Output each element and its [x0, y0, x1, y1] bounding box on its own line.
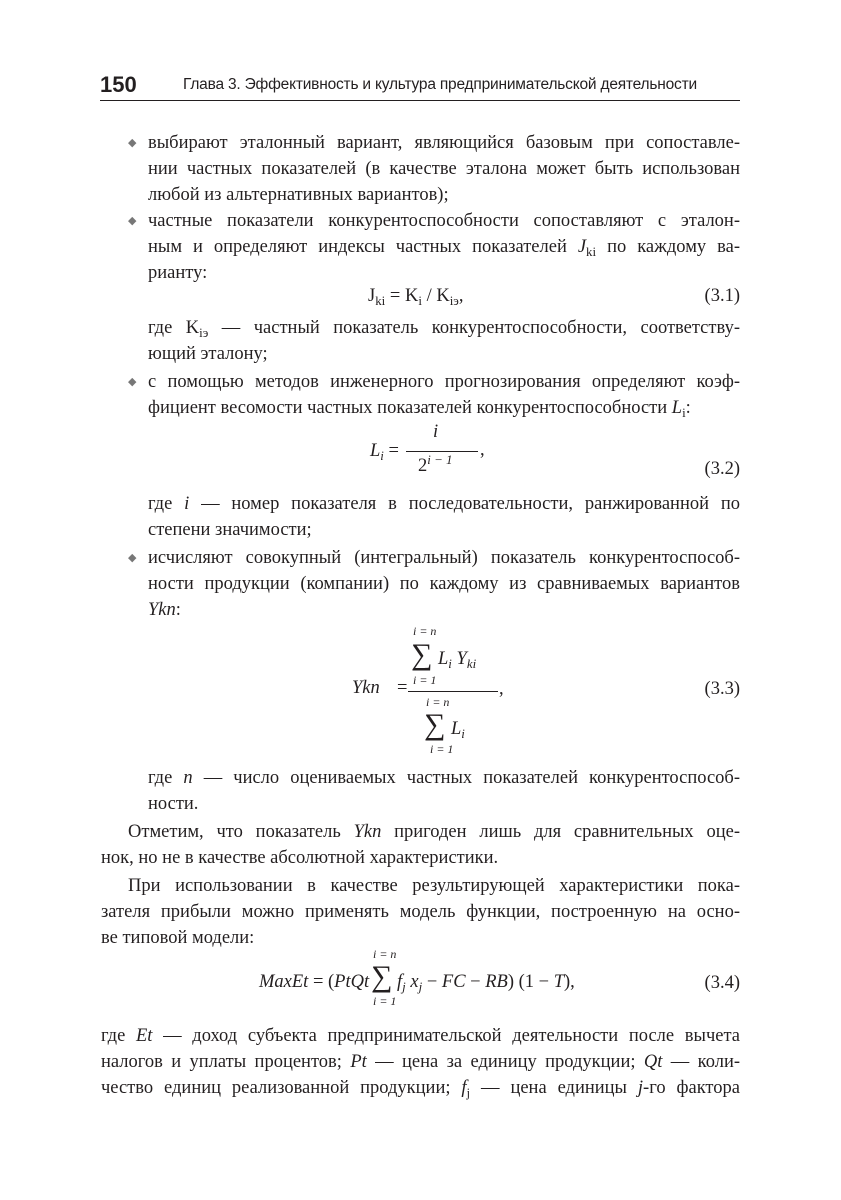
eq-symbol: FC [441, 972, 466, 992]
text-line [148, 491, 740, 517]
math-symbol: Ykn [353, 822, 382, 842]
sigma-symbol: ∑ [424, 708, 446, 741]
text-line [148, 597, 740, 623]
text-run: по каждому ва- [596, 237, 740, 257]
math-subscript: ki [586, 244, 597, 259]
text-run: пригоден лишь для сравнительных оце- [381, 822, 740, 842]
sigma-symbol: ∑ [411, 638, 433, 671]
eq-subscript: j [402, 979, 406, 994]
eq-denominator: 2 [418, 456, 428, 476]
eq-exponent: i − 1 [427, 451, 453, 467]
text-run: : [685, 398, 691, 418]
text-line [101, 845, 740, 871]
eq-subscript: iэ [449, 293, 459, 308]
eq-symbol: , [499, 679, 504, 699]
text-run: — доход субъекта предпринимательской деятельности после вычета [152, 1026, 740, 1046]
eq-symbol: = [397, 678, 408, 698]
eq-symbol: J [368, 286, 376, 306]
eq-subscript: i [461, 726, 465, 741]
text-run: где [148, 494, 185, 514]
text-run: -го фактора [643, 1078, 740, 1098]
text-line [148, 315, 740, 341]
text-run: любой из альтернативных вариантов); [148, 185, 449, 205]
eq-symbol: PtQt [334, 972, 370, 992]
eq-symbol: = ( [308, 972, 335, 992]
sigma-symbol: ∑ [371, 960, 393, 993]
eq-symbol: RB [485, 972, 508, 992]
bullet-icon: ◆ [128, 215, 137, 227]
text-line [148, 791, 740, 817]
equation-number: (3.3) [704, 679, 740, 699]
eq-subscript: j [418, 979, 423, 994]
eq-symbol: , [480, 440, 485, 460]
text-run: ющий эталону; [148, 344, 268, 364]
text-line [148, 260, 740, 286]
text-line [148, 156, 740, 182]
bullet-icon: ◆ [128, 137, 137, 149]
text-run: — число оцениваемых частных показателей конкурентоспособ- [192, 768, 740, 788]
math-subscript: j [466, 1085, 471, 1100]
eq-symbol: / K [421, 286, 450, 306]
eq-symbol: L [451, 719, 462, 739]
text-run: Отметим, что показатель [128, 822, 354, 842]
text-run: фициент весомости частных показателей конкурентоспособности [148, 398, 672, 418]
text-line [148, 341, 740, 367]
text-line [101, 1049, 740, 1075]
eq-numerator: i [433, 422, 439, 442]
sum-upper-limit: i = n [426, 695, 450, 709]
text-run: рианту: [148, 263, 208, 283]
eq-symbol: ) (1 − [507, 972, 554, 992]
text-run: с помощью методов инженерного прогнозирования определяют коэф- [148, 372, 740, 392]
equation-number: (3.4) [704, 973, 740, 993]
text-run: ности продукции (компании) по каждому из сравниваемых вариантов [148, 574, 740, 594]
text-line [148, 234, 740, 260]
eq-subscript: i [448, 656, 452, 671]
text-run: степени значимости; [148, 520, 312, 540]
text-line [148, 765, 740, 791]
text-run: ным и определяют индексы частных показателей [148, 237, 578, 257]
math-symbol: j [637, 1078, 644, 1098]
sum-lower-limit: i = 1 [430, 742, 454, 756]
eq-symbol: x [410, 972, 419, 992]
math-symbol: L [671, 398, 683, 418]
text-line [148, 545, 740, 571]
math-subscript: i [682, 405, 686, 420]
sum-upper-limit: i = n [413, 624, 437, 638]
eq-symbol: − [465, 972, 486, 992]
math-symbol: n [183, 768, 193, 788]
math-subscript: iэ [199, 325, 209, 340]
eq-symbol: MaxEt [259, 972, 309, 992]
text-run: чество единиц реализованной продукции; [101, 1078, 462, 1098]
text-line [148, 208, 740, 234]
eq-symbol: − [422, 972, 442, 992]
math-symbol: Qt [643, 1052, 663, 1072]
math-symbol: Et [135, 1026, 153, 1046]
text-line [101, 1023, 740, 1049]
text-run: зателя прибыли можно применять модель функции, построенную на осно- [101, 902, 740, 922]
text-line [101, 899, 740, 925]
text-run: — коли- [662, 1052, 740, 1072]
eq-symbol: T [553, 972, 565, 992]
text-line [148, 130, 740, 156]
eq-subscript: ki [375, 293, 386, 308]
sum-lower-limit: i = 1 [373, 994, 397, 1008]
eq-symbol: = K [385, 286, 419, 306]
text-run: где K [148, 318, 200, 338]
math-symbol: J [577, 237, 587, 257]
chapter-title: Глава 3. Эффективность и культура предпринимательской деятельности [183, 76, 697, 93]
bullet-icon: ◆ [128, 552, 137, 564]
text-run: нии частных показателей (в качестве эталона может быть использован [148, 159, 740, 179]
text-run: ности. [148, 794, 199, 814]
page-number: 150 [100, 72, 137, 97]
text-run: — номер показателя в последовательности, ранжированной по [189, 494, 740, 514]
text-run: налогов и уплаты процентов; [101, 1052, 351, 1072]
text-run: где [101, 1026, 136, 1046]
text-line [148, 182, 740, 208]
text-line [148, 395, 740, 421]
eq-symbol: L [438, 649, 449, 669]
eq-subscript: i [418, 293, 422, 308]
text-line [101, 925, 740, 951]
eq-symbol: ), [564, 972, 575, 992]
bullet-icon: ◆ [128, 376, 137, 388]
equation-number: (3.2) [704, 459, 740, 479]
header-rule [100, 100, 740, 101]
equation-number: (3.1) [704, 286, 740, 306]
text-run: нок, но не в качестве абсолютной характеристики. [101, 848, 499, 868]
text-line [128, 873, 740, 899]
eq-subscript: ki [466, 656, 477, 671]
eq-symbol: = [388, 441, 399, 461]
math-symbol: i [184, 494, 190, 514]
math-symbol: Pt [350, 1052, 367, 1072]
text-run: где [148, 768, 184, 788]
text-run: ве типовой модели: [101, 928, 255, 948]
eq-subscript: i [380, 448, 384, 463]
eq-symbol: L [370, 441, 381, 461]
text-line [148, 517, 740, 543]
math-symbol: Ykn [148, 600, 176, 620]
eq-symbol: Ykn [352, 678, 380, 698]
text-run: выбирают эталонный вариант, являющийся базовым при сопоставле- [148, 133, 740, 153]
text-run: — частный показатель конкурентоспособности, соответству- [208, 318, 740, 338]
eq-symbol: Y [456, 649, 467, 669]
math-symbol: f [461, 1078, 467, 1098]
fraction-line [408, 691, 498, 692]
text-run: частные показатели конкурентоспособности сопоставляют с эталон- [148, 211, 740, 231]
text-line [128, 819, 740, 845]
sum-upper-limit: i = n [373, 947, 397, 961]
text-line [148, 369, 740, 395]
text-run: — цена за единицу продукции; [366, 1052, 644, 1072]
text-line [148, 571, 740, 597]
text-run: — цена единицы [470, 1078, 638, 1098]
sum-lower-limit: i = 1 [413, 673, 437, 687]
text-run: исчисляют совокупный (интегральный) показатель конкурентоспособ- [148, 548, 740, 568]
text-line [101, 1075, 740, 1101]
text-run: : [175, 600, 181, 620]
text-run: При использовании в качестве результирующей характеристики пока- [128, 876, 740, 896]
eq-symbol: , [458, 286, 464, 306]
eq-symbol: f [397, 972, 403, 992]
